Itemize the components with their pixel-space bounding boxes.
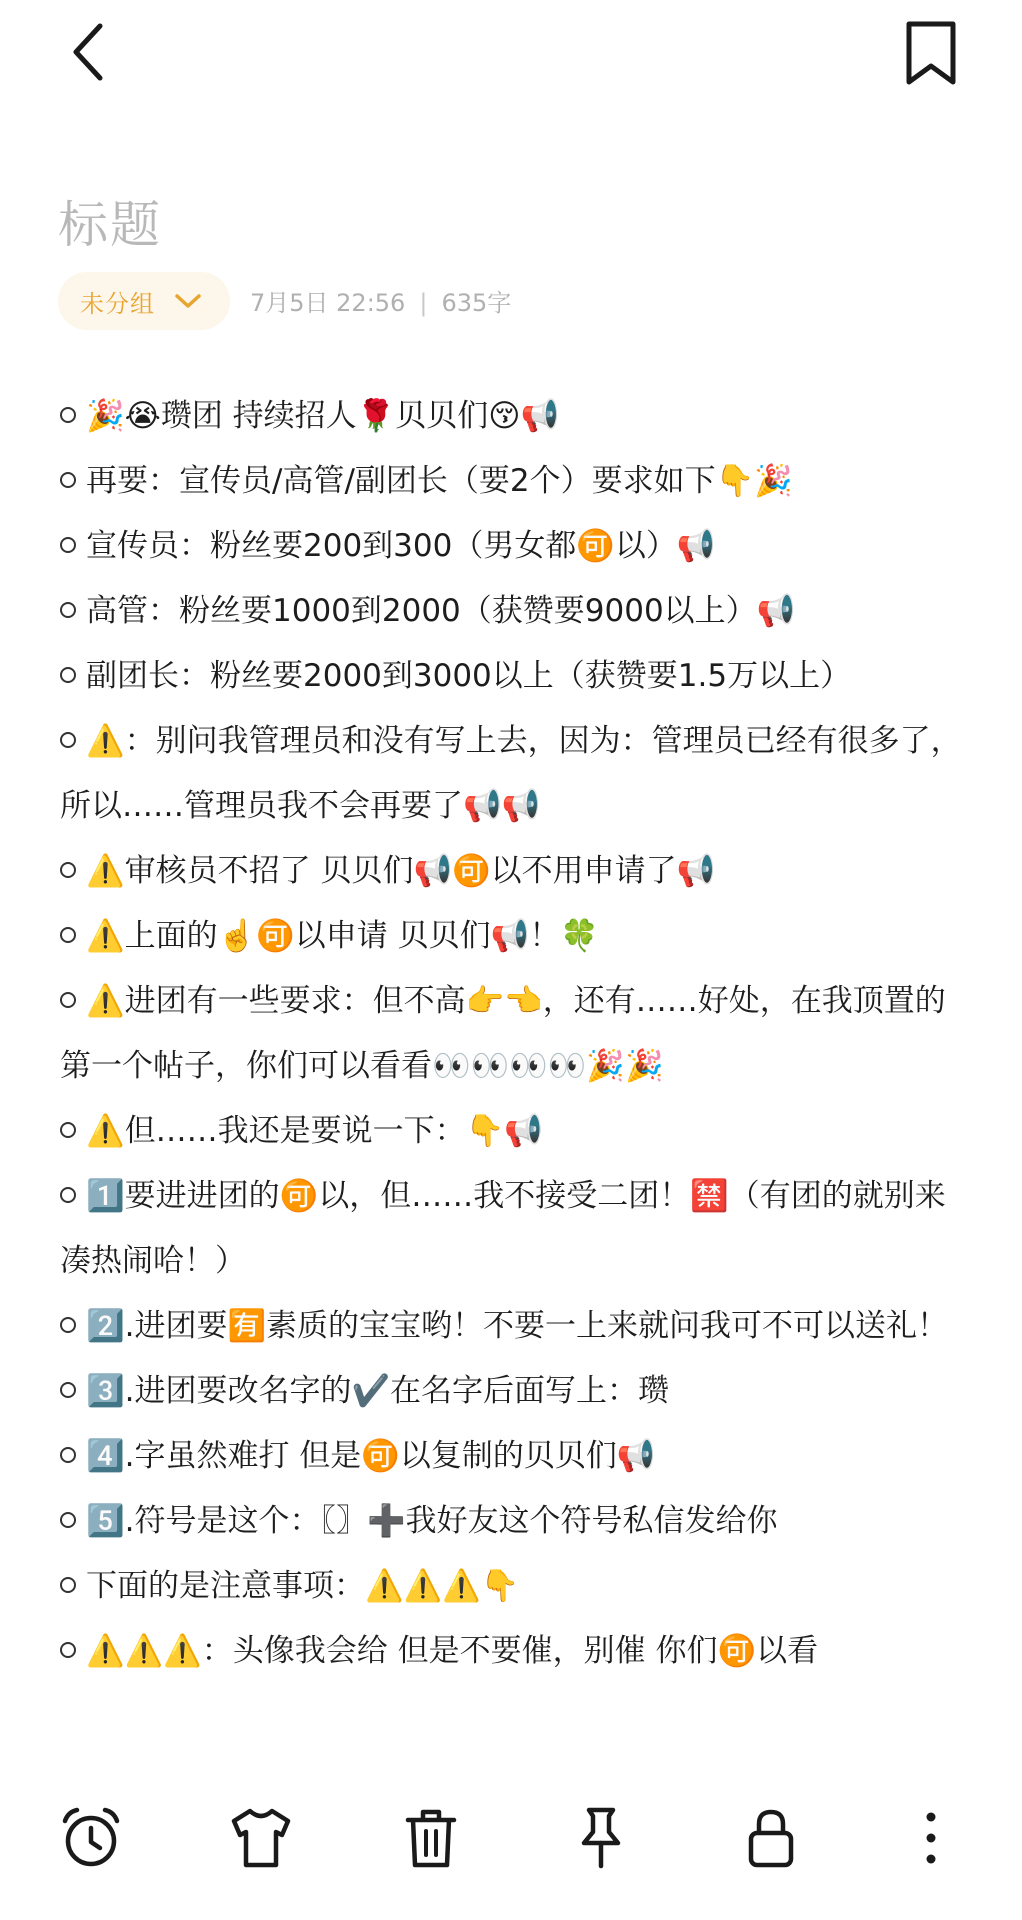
list-item bbox=[60, 644, 970, 709]
note-body[interactable] bbox=[60, 384, 970, 1684]
content-fade bbox=[0, 1700, 1022, 1780]
list-item-text: 2️⃣.进团要🈶素质的宝宝哟！不要一上来就问我可不可以送礼！ bbox=[86, 1308, 949, 1344]
list-item-text: 4️⃣.字虽然难打 但是🉑以复制的贝贝们📢 bbox=[86, 1438, 656, 1474]
bullet-circle-icon bbox=[60, 1317, 76, 1333]
bullet-circle-icon bbox=[60, 407, 76, 423]
more-button[interactable] bbox=[896, 1803, 966, 1873]
list-item bbox=[60, 579, 970, 644]
pin-button[interactable] bbox=[566, 1803, 636, 1873]
alarm-clock-icon bbox=[56, 1803, 126, 1873]
tshirt-icon bbox=[226, 1803, 296, 1873]
group-label: 未分组 bbox=[80, 289, 155, 318]
list-item-text: ⚠️⚠️⚠️：头像我会给 但是不要催，别催 你们🉑以看 bbox=[86, 1633, 819, 1669]
group-selector[interactable] bbox=[58, 272, 230, 330]
list-item-text: 下面的是注意事项：⚠️⚠️⚠️👇 bbox=[86, 1568, 520, 1604]
word-count: 635字 bbox=[441, 289, 512, 317]
list-item-text: 🎉😭瓒团 持续招人🌹贝贝们😚📢 bbox=[86, 398, 560, 434]
list-item bbox=[60, 709, 970, 839]
bullet-circle-icon bbox=[60, 992, 76, 1008]
list-item-text: 1️⃣要进进团的🉑以，但……我不接受二团！🈲（有团的就别来凑热闹哈！） bbox=[60, 1178, 946, 1279]
bullet-circle-icon bbox=[60, 472, 76, 488]
list-item-text: ⚠️上面的☝️🉑以申请 贝贝们📢！🍀 bbox=[86, 918, 599, 954]
list-item bbox=[60, 904, 970, 969]
chevron-left-icon bbox=[62, 20, 122, 84]
reminder-button[interactable] bbox=[56, 1803, 126, 1873]
list-item-text: 5️⃣.符号是这个：〖〗➕我好友这个符号私信发给你 bbox=[86, 1503, 778, 1539]
bottom-toolbar bbox=[0, 1775, 1022, 1920]
bullet-circle-icon bbox=[60, 732, 76, 748]
list-item bbox=[60, 514, 970, 579]
delete-button[interactable] bbox=[396, 1803, 466, 1873]
list-item bbox=[60, 1554, 970, 1619]
trash-icon bbox=[396, 1803, 466, 1873]
list-item bbox=[60, 1294, 970, 1359]
list-item bbox=[60, 1424, 970, 1489]
bullet-circle-icon bbox=[60, 1577, 76, 1593]
bullet-circle-icon bbox=[60, 602, 76, 618]
list-item bbox=[60, 449, 970, 514]
list-item bbox=[60, 1489, 970, 1554]
note-meta bbox=[250, 283, 511, 318]
list-item-text: ⚠️进团有一些要求：但不高👉👈，还有……好处，在我顶置的第一个帖子，你们可以看看👀👀👀👀🎉🎉 bbox=[60, 983, 946, 1084]
list-item-text: 高管：粉丝要1000到2000（获赞要9000以上）📢 bbox=[86, 593, 796, 629]
list-item bbox=[60, 384, 970, 449]
bookmark-icon bbox=[896, 20, 966, 90]
bullet-circle-icon bbox=[60, 927, 76, 943]
note-date: 7月5日 22:56 bbox=[250, 289, 406, 317]
list-item-text: 宣传员：粉丝要200到300（男女都🉑以）📢 bbox=[86, 528, 716, 564]
list-item bbox=[60, 839, 970, 904]
theme-button[interactable] bbox=[226, 1803, 296, 1873]
bullet-circle-icon bbox=[60, 1642, 76, 1658]
bullet-circle-icon bbox=[60, 667, 76, 683]
bullet-circle-icon bbox=[60, 1122, 76, 1138]
list-item-text: 副团长：粉丝要2000到3000以上（获赞要1.5万以上） bbox=[86, 658, 852, 694]
list-item bbox=[60, 1619, 970, 1684]
pin-icon bbox=[566, 1803, 636, 1873]
list-item bbox=[60, 1359, 970, 1424]
list-item-text: ⚠️：别问我管理员和没有写上去，因为：管理员已经有很多了，所以……管理员我不会再要了📢📢 bbox=[60, 723, 962, 824]
list-item-text: ⚠️但……我还是要说一下：👇📢 bbox=[86, 1113, 543, 1149]
list-item bbox=[60, 1164, 970, 1294]
bullet-circle-icon bbox=[60, 537, 76, 553]
back-button[interactable] bbox=[62, 20, 122, 84]
chevron-down-icon bbox=[173, 291, 203, 311]
bullet-circle-icon bbox=[60, 1512, 76, 1528]
bullet-circle-icon bbox=[60, 1187, 76, 1203]
list-item-text: 3️⃣.进团要改名字的✔️在名字后面写上：瓒 bbox=[86, 1373, 670, 1409]
bullet-circle-icon bbox=[60, 1447, 76, 1463]
meta-separator: | bbox=[419, 289, 428, 317]
bullet-circle-icon bbox=[60, 1382, 76, 1398]
lock-button[interactable] bbox=[736, 1803, 806, 1873]
lock-icon bbox=[736, 1803, 806, 1873]
bookmark-button[interactable] bbox=[896, 20, 966, 90]
list-item bbox=[60, 1099, 970, 1164]
top-bar bbox=[0, 0, 1022, 110]
list-item-text: 再要：宣传员/高管/副团长（要2个）要求如下👇🎉 bbox=[86, 463, 793, 499]
list-item-text: ⚠️审核员不招了 贝贝们📢🉑以不用申请了📢 bbox=[86, 853, 716, 889]
note-title-input[interactable]: 标题 bbox=[58, 196, 162, 254]
list-item bbox=[60, 969, 970, 1099]
more-vertical-icon bbox=[896, 1803, 966, 1873]
bullet-circle-icon bbox=[60, 862, 76, 878]
